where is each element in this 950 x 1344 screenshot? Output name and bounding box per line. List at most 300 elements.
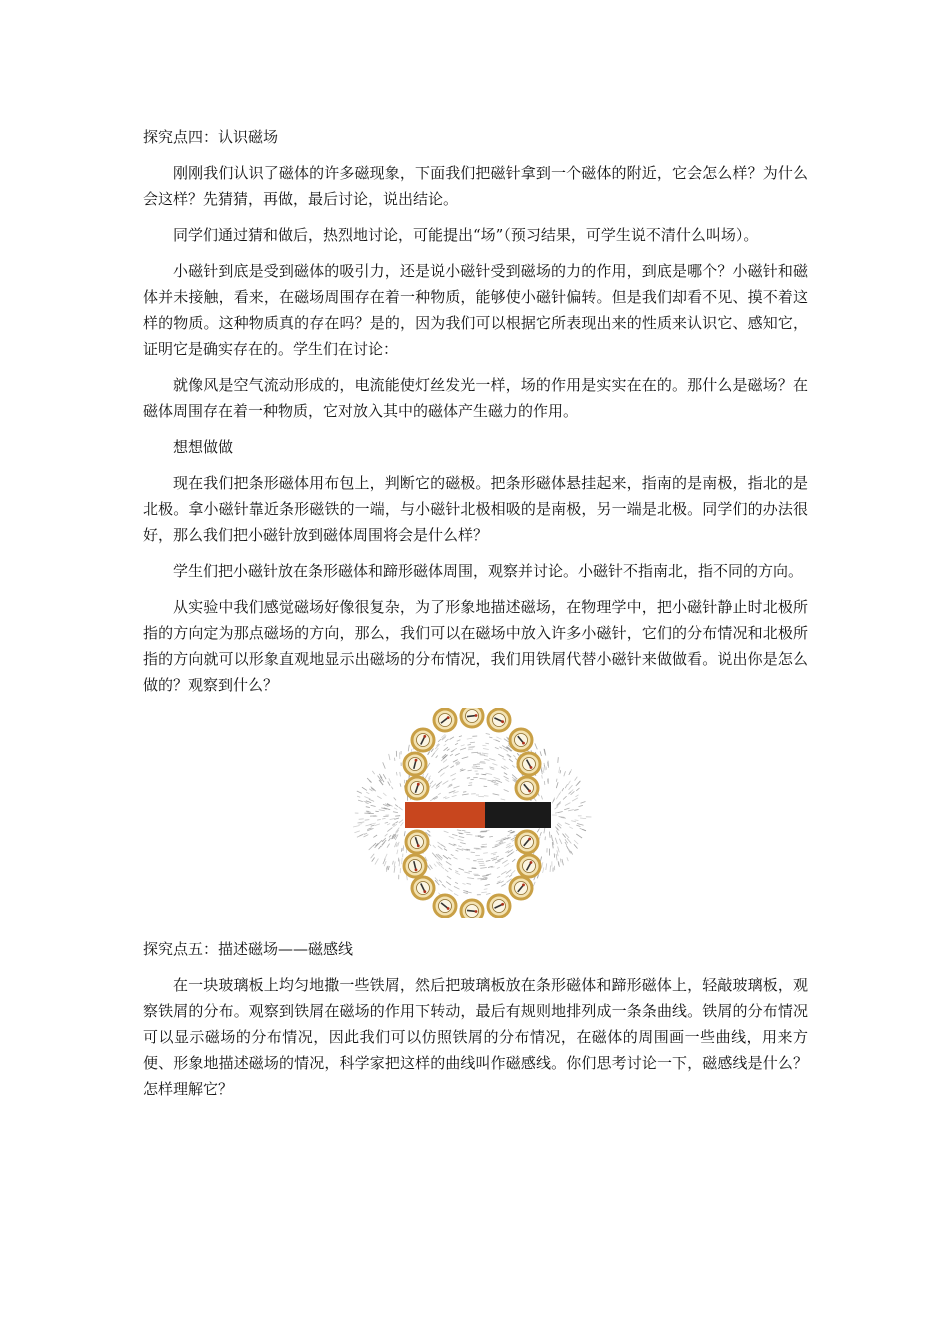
iron-filing — [457, 740, 461, 742]
iron-filing — [456, 850, 459, 851]
section5-paragraph: 在一块玻璃板上均匀地撒一些铁屑，然后把玻璃板放在条形磁体和蹄形磁体上，轻敲玻璃板，观察铁屑的分布。观察到铁屑在磁场的作用下转动，最后有规则地排列成一条条曲线。铁屑的分布情况可以显示磁场的分布情况，因此我们可以仿照铁屑的分布情况，在磁体的周围画一些曲线，用来方便、形象地描述磁场的情况，科学家把这样的曲线叫作磁感线。你们思考讨论一下，磁感线是什么？怎样理解它？ — [143, 976, 808, 1098]
iron-filing — [432, 753, 435, 757]
iron-filing — [468, 744, 471, 745]
iron-filing — [433, 845, 436, 848]
iron-filing — [383, 774, 386, 779]
iron-filing — [496, 740, 500, 742]
iron-filing — [569, 785, 573, 790]
iron-filing — [388, 782, 390, 786]
iron-filing — [576, 825, 580, 827]
iron-filing — [365, 820, 370, 821]
iron-filing — [574, 840, 578, 844]
iron-filing — [559, 792, 561, 795]
iron-filing — [443, 855, 448, 859]
iron-filing — [492, 782, 495, 783]
iron-filing — [555, 812, 558, 813]
iron-filing — [436, 756, 438, 758]
iron-filing — [495, 747, 499, 749]
iron-filing — [396, 772, 397, 775]
iron-filing — [506, 870, 511, 874]
iron-filing — [484, 889, 488, 890]
iron-filing — [430, 798, 434, 801]
iron-filing — [489, 737, 492, 738]
iron-filing — [540, 832, 541, 836]
iron-filing — [359, 824, 363, 825]
iron-filing — [383, 793, 386, 796]
iron-filing — [438, 739, 441, 742]
iron-filing — [480, 865, 486, 866]
iron-filing — [387, 824, 390, 825]
iron-filing — [450, 754, 453, 756]
iron-filing — [481, 847, 487, 848]
iron-filing — [479, 763, 485, 764]
iron-filing — [502, 860, 508, 863]
iron-filing — [455, 743, 458, 744]
iron-filing — [385, 822, 388, 823]
iron-filing — [483, 853, 488, 854]
iron-filing — [463, 892, 468, 893]
iron-filing — [482, 875, 489, 876]
iron-filing — [373, 835, 377, 837]
compass-needle-icon — [516, 777, 538, 799]
iron-filing — [452, 779, 456, 781]
iron-filing — [462, 883, 465, 884]
iron-filing — [371, 825, 375, 826]
iron-filing — [459, 837, 464, 838]
iron-filing — [485, 884, 490, 885]
iron-filing — [556, 782, 558, 788]
iron-filing — [575, 777, 578, 781]
iron-filing — [483, 877, 487, 878]
iron-filing — [439, 880, 442, 883]
iron-filing — [470, 742, 475, 743]
activity-paragraph: 学生们把小磁针放在条形磁体和蹄形磁体周围，观察并讨论。小磁针不指南北，指不同的方向。 — [173, 562, 804, 580]
iron-filing — [551, 835, 552, 841]
iron-filing — [458, 846, 461, 847]
iron-filing — [581, 802, 586, 804]
iron-filing — [541, 769, 542, 774]
iron-filing — [366, 807, 370, 808]
iron-filing — [565, 784, 568, 788]
iron-filing — [390, 818, 395, 819]
iron-filing — [455, 753, 460, 755]
iron-filing — [481, 879, 488, 880]
iron-filing — [455, 871, 458, 872]
compass-needle-icon — [518, 753, 540, 775]
bar-magnet — [405, 802, 551, 828]
iron-filing — [364, 797, 370, 800]
iron-filing — [489, 767, 494, 768]
iron-filing — [484, 759, 489, 760]
iron-filing — [512, 765, 515, 767]
iron-filing — [501, 881, 504, 883]
iron-filing — [401, 822, 404, 826]
iron-filing — [537, 828, 539, 832]
iron-filing — [463, 891, 468, 892]
iron-filing — [501, 767, 506, 770]
iron-filing — [438, 846, 443, 850]
iron-filing — [549, 832, 550, 838]
iron-filing — [436, 862, 440, 866]
iron-filing — [362, 787, 367, 790]
iron-filing — [492, 846, 497, 848]
iron-filing — [496, 737, 501, 739]
iron-filing — [568, 810, 574, 811]
iron-filing — [394, 818, 399, 819]
iron-filing — [511, 870, 515, 874]
iron-filing — [466, 892, 471, 893]
iron-filing — [385, 834, 388, 837]
compass-needle-icon — [518, 855, 540, 877]
iron-filing — [397, 850, 398, 855]
iron-filing — [395, 805, 398, 807]
compass-needle-icon — [510, 729, 532, 751]
compass-needle-icon — [461, 708, 483, 727]
iron-filing — [491, 852, 497, 854]
iron-filing — [489, 759, 495, 761]
iron-filing — [576, 834, 582, 838]
iron-filing — [467, 778, 470, 779]
iron-filing — [494, 777, 500, 779]
iron-filing — [489, 836, 493, 837]
iron-filing — [504, 790, 509, 792]
iron-filing — [495, 783, 499, 784]
iron-filing — [399, 807, 403, 810]
iron-filing — [571, 821, 576, 822]
iron-filing — [451, 766, 455, 768]
iron-filing — [544, 781, 545, 785]
iron-filing — [438, 842, 443, 845]
iron-filing — [394, 808, 397, 810]
iron-filing — [492, 764, 497, 766]
iron-filing — [404, 831, 405, 836]
iron-filing — [464, 832, 470, 833]
iron-filing — [381, 842, 385, 847]
iron-filing — [379, 840, 382, 843]
iron-filing — [577, 781, 580, 784]
iron-filing — [565, 803, 570, 806]
iron-filing — [455, 882, 458, 883]
magnet-north-pole — [405, 802, 485, 828]
iron-filing — [445, 797, 449, 799]
iron-filing — [447, 876, 451, 879]
iron-filing — [430, 865, 433, 869]
iron-filing — [566, 845, 568, 848]
iron-filing — [467, 738, 473, 739]
iron-filing — [467, 883, 472, 884]
iron-filing — [564, 771, 566, 776]
iron-filing — [574, 810, 578, 811]
iron-filing — [366, 803, 369, 804]
iron-filing — [485, 878, 488, 879]
iron-filing — [482, 745, 486, 746]
iron-filing — [512, 859, 515, 862]
iron-filing — [366, 824, 372, 826]
iron-filing — [459, 736, 462, 737]
iron-filing — [449, 836, 454, 838]
iron-filing — [388, 838, 390, 841]
iron-filing — [448, 857, 451, 859]
document-body — [143, 124, 808, 1112]
compass-needle-icon — [412, 729, 434, 751]
iron-filing — [359, 819, 364, 820]
iron-filing — [387, 844, 390, 848]
iron-filing — [399, 820, 403, 823]
compass-needle-icon — [488, 895, 510, 917]
iron-filing — [574, 844, 578, 848]
iron-filing — [429, 776, 431, 779]
activity-subheading: 想想做做 — [173, 438, 234, 456]
iron-filing — [543, 767, 544, 773]
iron-filing — [552, 798, 555, 804]
iron-filing — [576, 795, 579, 797]
iron-filing — [480, 755, 485, 756]
iron-filing — [435, 856, 439, 861]
iron-filing — [443, 759, 447, 762]
iron-filing — [535, 743, 538, 749]
iron-filing — [481, 892, 487, 893]
iron-filing — [570, 769, 572, 772]
compass-needle-icon — [406, 777, 428, 799]
iron-filing — [369, 846, 373, 850]
iron-filing — [394, 862, 395, 867]
iron-filing — [452, 795, 457, 796]
iron-filing — [375, 824, 380, 826]
iron-filing — [364, 835, 369, 837]
iron-filing — [555, 838, 557, 844]
iron-filing — [454, 857, 458, 859]
iron-filing — [427, 830, 430, 832]
iron-filing — [443, 797, 446, 798]
iron-filing — [453, 760, 458, 763]
iron-filing — [507, 853, 513, 857]
iron-filing — [572, 798, 578, 801]
iron-filing — [543, 867, 544, 873]
iron-filing — [557, 850, 558, 856]
iron-filing — [463, 792, 466, 793]
iron-filing — [425, 773, 429, 779]
iron-filing — [378, 846, 381, 849]
iron-filing — [461, 745, 465, 746]
iron-filing — [564, 808, 569, 810]
iron-filing — [579, 805, 583, 806]
iron-filing — [509, 875, 512, 878]
iron-filing — [533, 882, 535, 887]
compass-needle-icon — [516, 831, 538, 853]
iron-filing — [450, 773, 456, 776]
iron-filing — [389, 835, 391, 837]
iron-filing — [387, 828, 392, 832]
iron-filing — [389, 754, 390, 760]
iron-filing — [460, 769, 463, 770]
iron-filing — [559, 839, 562, 844]
magnet-south-pole — [485, 802, 551, 828]
iron-filing — [403, 845, 404, 851]
iron-filing — [462, 794, 469, 795]
iron-filing — [445, 739, 449, 742]
compass-needle-icon — [434, 895, 456, 917]
iron-filing — [544, 828, 545, 834]
iron-filing — [408, 745, 409, 752]
iron-filing — [444, 831, 449, 833]
iron-filing — [486, 893, 490, 894]
activity-paragraph: 从实验中我们感觉磁场好像很复杂，为了形象地描述磁场，在物理学中，把小磁针静止时北极所指的方向定为那点磁场的方向，那么，我们可以在磁场中放入许多小磁针，它们的分布情况和北极所指的方向就可以形象直观地显示出磁场的分布情况，我们用铁屑代替小磁针来做做看。说出你是怎么做的？观察到什么？ — [143, 598, 808, 694]
iron-filing — [513, 755, 515, 757]
iron-filing — [496, 856, 499, 857]
iron-filing — [359, 834, 364, 836]
iron-filing — [493, 794, 500, 795]
iron-filing — [440, 773, 445, 777]
iron-filing — [466, 859, 470, 860]
iron-filing — [438, 854, 443, 859]
iron-filing — [399, 859, 400, 866]
iron-filing — [459, 868, 464, 870]
iron-filing — [457, 830, 462, 831]
iron-filing — [580, 818, 586, 819]
iron-filing — [577, 824, 583, 826]
iron-filing — [575, 820, 579, 821]
iron-filing — [565, 842, 567, 845]
iron-filing — [444, 744, 447, 746]
iron-filing — [442, 884, 446, 887]
iron-filing — [486, 773, 493, 774]
iron-filing — [487, 780, 492, 781]
iron-filing — [508, 830, 512, 832]
section4-paragraph: 同学们通过猜和做后，热烈地讨论，可能提出“场”（预习结果，可学生说不清什么叫场）。 — [173, 226, 759, 244]
iron-filing — [467, 878, 474, 879]
iron-filing — [385, 854, 388, 860]
compass-needle-icon — [434, 709, 456, 731]
iron-filing — [560, 859, 561, 863]
iron-filing — [462, 757, 469, 759]
iron-filing — [477, 878, 484, 879]
iron-filing — [367, 778, 372, 782]
section5-heading: 探究点五：描述磁场——磁感线 — [143, 940, 354, 958]
iron-filing — [391, 787, 393, 790]
iron-filing — [485, 743, 489, 744]
iron-filing — [372, 858, 375, 862]
iron-filing — [507, 835, 510, 836]
iron-filing — [449, 868, 452, 870]
iron-filing — [389, 778, 391, 783]
iron-filing — [517, 753, 519, 756]
iron-filing — [504, 773, 507, 775]
compass-needle-icon — [488, 709, 510, 731]
iron-filing — [509, 759, 513, 762]
iron-filing — [448, 889, 452, 892]
iron-filing — [454, 894, 458, 896]
iron-filing — [466, 834, 472, 835]
iron-filing — [354, 831, 359, 833]
iron-filing — [394, 798, 396, 801]
iron-filing — [512, 775, 517, 779]
bar-magnet-field-illustration — [347, 708, 597, 918]
iron-filing — [569, 827, 573, 829]
iron-filing — [491, 858, 495, 859]
iron-filing — [534, 798, 537, 801]
compass-needle-icon — [406, 831, 428, 853]
iron-filing — [576, 788, 579, 791]
iron-filing — [505, 780, 509, 782]
iron-filing — [548, 761, 549, 768]
iron-filing — [434, 864, 436, 867]
iron-filing — [369, 799, 374, 801]
iron-filing — [493, 854, 496, 855]
iron-filing — [453, 786, 459, 788]
iron-filing — [438, 793, 441, 795]
iron-filing — [454, 748, 457, 749]
iron-filing — [445, 766, 449, 769]
compass-needle-icon — [461, 900, 483, 918]
iron-filing — [455, 872, 460, 874]
iron-filing — [469, 871, 472, 872]
iron-filing — [371, 805, 376, 806]
iron-filing — [400, 772, 401, 777]
iron-filing — [571, 851, 573, 855]
iron-filing — [497, 876, 500, 878]
iron-filing — [498, 754, 504, 757]
iron-filing — [402, 848, 403, 852]
iron-filing — [567, 857, 568, 861]
iron-filing — [483, 749, 489, 750]
iron-filing — [562, 788, 564, 791]
iron-filing — [497, 867, 500, 868]
iron-filing — [556, 854, 557, 861]
iron-filing — [562, 859, 564, 865]
section4-paragraph: 刚刚我们认识了磁体的许多磁现象，下面我们把磁针拿到一个磁体的附近，它会怎么样？为什么会这样？先猜猜，再做，最后讨论，说出结论。 — [143, 164, 808, 208]
iron-filing — [458, 833, 464, 834]
iron-filing — [482, 753, 488, 754]
iron-filing — [444, 849, 447, 851]
iron-filing — [555, 806, 559, 809]
iron-filing — [556, 831, 559, 835]
iron-filing — [398, 858, 399, 862]
iron-filing — [503, 758, 506, 760]
iron-filing — [558, 812, 563, 813]
iron-filing — [504, 863, 509, 866]
iron-filing — [460, 748, 466, 750]
iron-filing — [442, 768, 445, 770]
iron-filing — [480, 779, 487, 780]
iron-filing — [497, 858, 503, 861]
iron-filing — [446, 882, 451, 886]
iron-filing — [542, 775, 543, 778]
iron-filing — [452, 834, 457, 836]
iron-filing — [388, 866, 389, 870]
iron-filing — [366, 792, 369, 794]
iron-filing — [353, 826, 360, 828]
iron-filing — [371, 854, 375, 859]
iron-filing — [372, 771, 374, 774]
iron-filing — [458, 839, 464, 841]
iron-filing — [542, 862, 543, 868]
iron-filing — [561, 817, 566, 818]
iron-filing — [383, 762, 386, 768]
iron-filing — [482, 844, 487, 845]
activity-paragraph: 现在我们把条形磁体用布包上，判断它的磁极。把条形磁体悬挂起来，指南的是南极，指北的是北极。拿小磁针靠近条形磁铁的一端，与小磁针北极相吸的是南极，另一端是北极。同学们的办法很好，那么我们把小磁针放到磁体周围将会是什么样？ — [143, 474, 808, 544]
iron-filing — [501, 799, 506, 800]
iron-filing — [446, 862, 452, 866]
iron-filing — [563, 796, 567, 799]
iron-filing — [502, 745, 507, 748]
iron-filing — [400, 783, 401, 786]
iron-filing — [435, 880, 439, 885]
iron-filing — [434, 748, 438, 753]
iron-filing — [454, 844, 457, 845]
magnetic-field-figure — [143, 708, 808, 926]
iron-filing — [480, 868, 487, 869]
iron-filing — [430, 781, 433, 785]
